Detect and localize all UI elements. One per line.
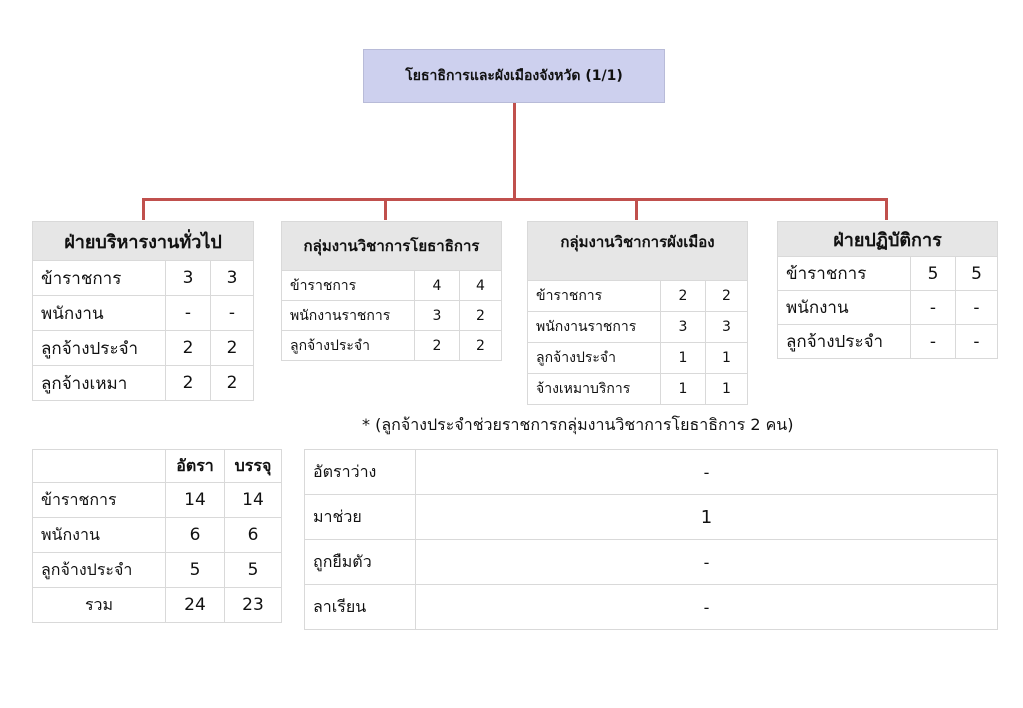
summary-header-filled: บรรจุ [225,450,282,483]
status-value: - [416,540,998,585]
row-filled: 2 [706,281,748,312]
row-filled: - [956,325,998,359]
root-unit-box [363,49,665,103]
row-filled: 2 [460,331,502,361]
unit-title: ฝ่ายบริหารงานทั่วไป [33,222,254,261]
row-rate: 2 [661,281,706,312]
row-rate: 2 [415,331,460,361]
connector-vertical-root [513,103,516,200]
summary-total-filled: 23 [225,588,282,623]
connector-horizontal [142,198,888,201]
unit-table-general-admin [32,221,254,401]
secondment-note: * (ลูกจ้างประจำช่วยราชการกลุ่มงานวิชาการโยธาธิการ 2 คน) [362,415,794,434]
connector-drop-2 [384,198,387,220]
row-label: ข้าราชการ [778,257,911,291]
unit-title: กลุ่มงานวิชาการผังเมือง [528,222,748,281]
row-label: พนักงานราชการ [282,301,415,331]
status-label: ลาเรียน [305,585,416,630]
summary-row-filled: 6 [225,518,282,553]
status-label: อัตราว่าง [305,450,416,495]
row-filled: 2 [460,301,502,331]
row-filled: 1 [706,343,748,374]
row-filled: 4 [460,271,502,301]
row-label: ข้าราชการ [33,261,166,296]
summary-row-rate: 5 [166,553,225,588]
connector-drop-1 [142,198,145,220]
row-rate: 3 [166,261,211,296]
row-rate: 1 [661,374,706,405]
summary-row-rate: 6 [166,518,225,553]
summary-row-label: พนักงาน [33,518,166,553]
summary-header-blank [33,450,166,483]
summary-total-label: รวม [33,588,166,623]
status-label: มาช่วย [305,495,416,540]
row-filled: 3 [706,312,748,343]
summary-header-rate: อัตรา [166,450,225,483]
row-filled: - [956,291,998,325]
row-rate: 2 [166,366,211,401]
row-filled: 2 [211,366,254,401]
summary-row-rate: 14 [166,483,225,518]
row-filled: 2 [211,331,254,366]
summary-row-filled: 14 [225,483,282,518]
unit-table-operations [777,221,998,359]
row-rate: 1 [661,343,706,374]
row-filled: 1 [706,374,748,405]
staff-status-table [304,449,998,630]
status-value: - [416,585,998,630]
row-rate: 3 [415,301,460,331]
row-rate: 2 [166,331,211,366]
row-label: พนักงาน [778,291,911,325]
connector-drop-3 [635,198,638,220]
row-rate: - [166,296,211,331]
summary-row-filled: 5 [225,553,282,588]
row-label: พนักงานราชการ [528,312,661,343]
status-label: ถูกยืมตัว [305,540,416,585]
row-label: ลูกจ้างประจำ [528,343,661,374]
row-filled: 5 [956,257,998,291]
root-unit-title: โยธาธิการและผังเมืองจังหวัด (1/1) [405,68,623,84]
row-rate: 5 [911,257,956,291]
row-rate: - [911,325,956,359]
row-label: ลูกจ้างประจำ [282,331,415,361]
row-label: ข้าราชการ [282,271,415,301]
unit-title: กลุ่มงานวิชาการโยธาธิการ [282,222,502,271]
row-rate: 3 [661,312,706,343]
summary-table [32,449,282,623]
row-label: ลูกจ้างประจำ [778,325,911,359]
summary-row-label: ข้าราชการ [33,483,166,518]
row-label: จ้างเหมาบริการ [528,374,661,405]
summary-total-rate: 24 [166,588,225,623]
row-label: ลูกจ้างประจำ [33,331,166,366]
unit-table-civil-engineering [281,221,502,361]
row-label: พนักงาน [33,296,166,331]
row-label: ลูกจ้างเหมา [33,366,166,401]
connector-drop-4 [885,198,888,220]
status-value: 1 [416,495,998,540]
summary-row-label: ลูกจ้างประจำ [33,553,166,588]
unit-table-urban-planning [527,221,748,405]
status-value: - [416,450,998,495]
row-filled: - [211,296,254,331]
row-rate: 4 [415,271,460,301]
row-rate: - [911,291,956,325]
row-filled: 3 [211,261,254,296]
row-label: ข้าราชการ [528,281,661,312]
unit-title: ฝ่ายปฏิบัติการ [778,222,998,257]
